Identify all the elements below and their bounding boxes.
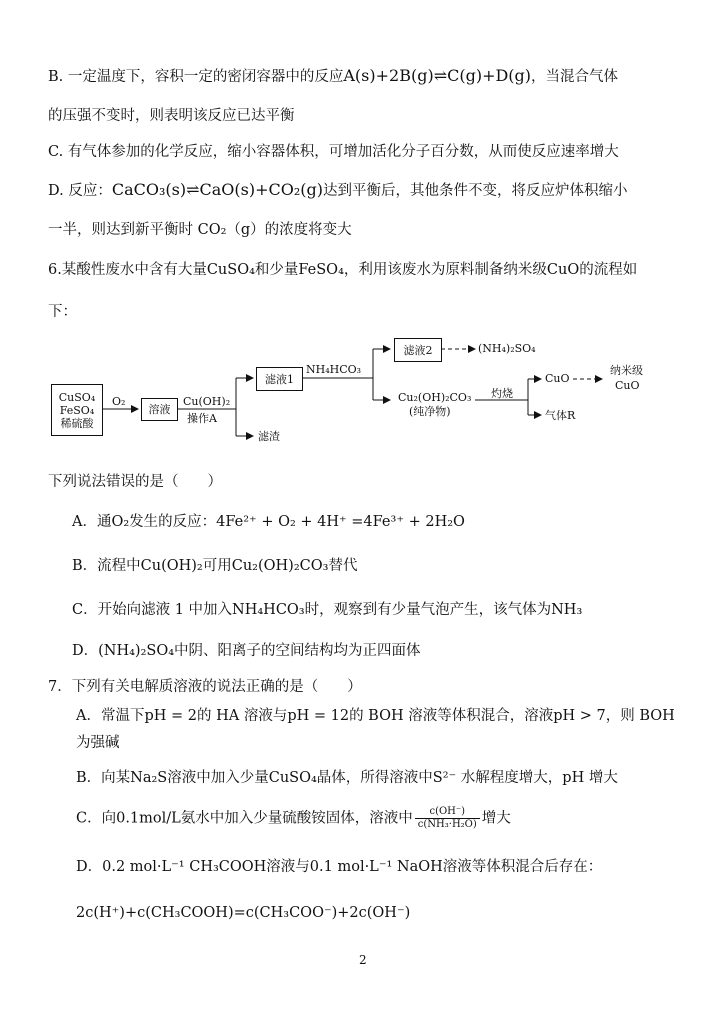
- solution-box: 溶液: [141, 398, 178, 421]
- page-number: 2: [359, 953, 367, 967]
- operation-a-label: 操作A: [187, 412, 217, 425]
- filtrate2-box: 滤液2: [394, 338, 442, 362]
- q6-stem-line1: 6.某酸性废水中含有大量CuSO₄和少量FeSO₄，利用该废水为原料制备纳米级CuO的流程如: [48, 262, 638, 278]
- q5-d-prefix: D. 反应：: [48, 183, 112, 199]
- q7-option-d-line2: 2c(H⁺)+c(CH₃COOH)=c(CH₃COO⁻)+2c(OH⁻): [76, 905, 411, 921]
- calcine-label: 灼烧: [491, 387, 513, 400]
- gas-r-label: 气体R: [545, 409, 576, 422]
- start-cuso4: CuSO₄: [58, 390, 96, 404]
- q7-c-text-b: 增大: [481, 810, 511, 827]
- q7-c-numerator: c(OH⁻): [415, 806, 480, 819]
- start-materials-box: [51, 384, 103, 436]
- q7-option-b: B．向某Na₂S溶液中加入少量CuSO₄晶体，所得溶液中S²⁻ 水解程度增大，pH 增大: [76, 770, 618, 786]
- q5-b-text-a: B. 一定温度下，容积一定的密闭容器中的反应: [48, 69, 344, 85]
- basic-carbonate-label: Cu₂(OH)₂CO₃: [398, 391, 472, 404]
- q6-question: 下列说法错误的是（ ）: [48, 474, 222, 490]
- q6-option-d: D．(NH₄)₂SO₄中阴、阳离子的空间结构均为正四面体: [72, 643, 421, 659]
- q7-c-text-a: C．向0.1mol/L氨水中加入少量硫酸铵固体，溶液中: [76, 810, 413, 827]
- q5-option-c: C. 有气体参加的化学反应，缩小容器体积，可增加活化分子百分数，从而使反应速率增大: [48, 144, 619, 160]
- start-acid: 稀硫酸: [60, 416, 94, 430]
- q6-option-b: B．流程中Cu(OH)₂可用Cu₂(OH)₂CO₃替代: [72, 558, 358, 574]
- q7-c-denominator: c(NH₃·H₂O): [417, 819, 477, 830]
- ammonium-sulfate-label: (NH₄)₂SO₄: [478, 342, 536, 355]
- filtrate1-box: 滤液1: [256, 367, 303, 391]
- q7-c-fraction: [415, 806, 480, 831]
- nano-label-line2: CuO: [615, 379, 640, 392]
- reagent-nh4hco3: NH₄HCO₃: [306, 363, 362, 376]
- pure-note-label: (纯净物): [409, 405, 451, 418]
- residue-label: 滤渣: [258, 430, 280, 443]
- q6-stem-line2: 下：: [48, 304, 77, 320]
- q7-stem: 7．下列有关电解质溶液的说法正确的是（ ）: [48, 679, 362, 695]
- cuoh2-label: Cu(OH)₂: [183, 395, 231, 408]
- q6-option-a: A．通O₂发生的反应：4Fe²⁺ + O₂ + 4H⁺ =4Fe³⁺ + 2H₂O: [72, 514, 465, 530]
- q7-option-c: [76, 806, 511, 831]
- cuo-label: CuO: [545, 372, 570, 385]
- q6-option-c: C．开始向滤液 1 中加入NH₄HCO₃时，观察到有少量气泡产生，该气体为NH₃: [72, 602, 583, 618]
- q5-b-equation: A(s)+2B(g)⇌C(g)+D(g): [343, 66, 532, 85]
- q5-option-b-line2: 的压强不变时，则表明该反应已达平衡: [48, 108, 295, 124]
- q7-option-d-line1: D．0.2 mol·L⁻¹ CH₃COOH溶液与0.1 mol·L⁻¹ NaOH溶液等体积混合后存在：: [76, 859, 603, 875]
- arrow-o2-label: O₂: [112, 395, 126, 408]
- q5-d-text-b: 达到平衡后，其他条件不变，将反应炉体积缩小: [322, 183, 628, 199]
- q5-d-equation: CaCO₃(s)⇌CaO(s)+CO₂(g): [111, 180, 323, 199]
- q7-option-a-line2: 为强碱: [76, 735, 120, 751]
- q5-option-d-line2: 一半，则达到新平衡时 CO₂（g）的浓度将变大: [48, 222, 352, 238]
- q7-option-a-line1: A．常温下pH = 2的 HA 溶液与pH = 12的 BOH 溶液等体积混合，溶液pH > 7，则 BOH: [76, 708, 675, 724]
- start-feso4: FeSO₄: [59, 403, 95, 417]
- nano-label-line1: 纳米级: [610, 364, 643, 377]
- q5-b-text-b: ，当混合气体: [531, 69, 619, 85]
